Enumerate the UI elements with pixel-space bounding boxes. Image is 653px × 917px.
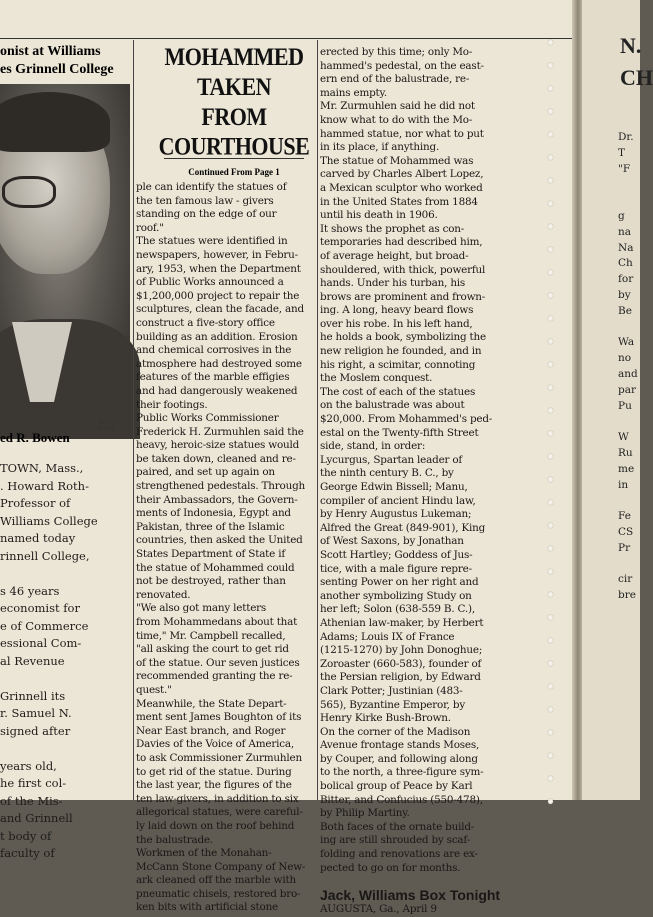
facing-line [618,177,648,193]
binding-hole [548,362,553,367]
left-column-line: Williams College [0,513,98,528]
facing-line: g [618,209,625,222]
binding-holes [548,0,556,800]
article-2-line: know what to do with the Mo- [320,113,473,126]
binding-hole [548,109,553,114]
left-column-line: he first col- [0,776,67,790]
article-2-line: mains empty. [320,86,387,99]
article-1-line: quest." [136,683,172,696]
binding-hole [548,201,553,206]
article-2-line: Alfred the Great (849-901), King [320,521,486,534]
article-1-line: ten law-givers, in addition to six [136,792,299,805]
facing-line: W [618,431,629,444]
facing-line: bre [618,589,636,602]
article-2-line: Zoroaster (660-583), founder of [320,657,482,670]
binding-hole [548,569,553,574]
photo-caption: ed R. Bowen [0,430,70,445]
binding-hole [548,132,553,137]
article-1-line: building as an addition. Erosion [136,330,298,343]
facing-line [618,557,648,573]
article-1-line: their Ambassadors, the Govern- [136,493,298,506]
article-2-line: Scott Hartley; Goddess of Jus- [320,548,473,561]
facing-page [582,0,653,800]
article-1-line: construct a five-story office [136,316,275,329]
article-1-line: ken bits with artificial stone [136,901,279,914]
article-1-line: Workmen of the Monahan- [136,847,272,860]
article-1-line: time," Mr. Campbell recalled, [136,629,286,642]
article-2-line: The cost of each of the statues [320,385,476,398]
article-2-line: a Mexican sculptor who worked [320,181,483,194]
article-2-line: ing. A long, heavy beard flows [320,304,474,317]
left-column-line: signed after [0,723,71,738]
binding-hole [548,753,553,758]
left-column-line: years old, [0,758,57,773]
binding-hole [548,730,553,735]
article-2-line: compiler of ancient Hindu law, [320,494,476,507]
article-1-line: from Mohammedans about that [136,616,298,628]
article-1-line: Meanwhile, the State Depart- [136,697,287,710]
binding-hole [548,477,553,482]
article-1-line: ments of Indonesia, Egypt and [136,507,291,520]
facing-line: par [618,383,637,396]
article-2-line: hands. Under his turban, his [320,277,466,290]
article-1-line: to get rid of the statue. During [136,765,292,778]
facing-headline-line-2: CH [620,65,653,90]
binding-hole [548,799,553,804]
article-1-line: sculptures, clean the facade, and [136,303,304,316]
column-rule [133,40,134,800]
article-1-line: paired, and set up again on [136,466,275,479]
article-2-line: over his robe. In his left hand, [320,317,473,330]
left-headline-line-2: es Grinnell College [0,62,114,77]
article-2-line: estal on the Twenty-fifth Street [320,426,479,439]
binding-hole [548,500,553,505]
article-2-line: of West Saxons, by Jonathan [320,535,464,548]
photo-glasses [2,176,56,208]
article-1-line: the last year, the figures of the [136,779,292,792]
article-headline [136,42,332,162]
article-2-line: senting Power on her right and [320,576,479,589]
article-1-line: their footings. [136,398,208,411]
facing-line: Fe [618,510,631,523]
facing-line: Dr. [618,131,634,143]
article-2-line: his right, a scimitar, connoting [320,358,476,371]
facing-line: T [618,146,626,159]
binding-hole [548,454,553,459]
article-2-line: 565), Byzantine Emperor, by [320,698,466,711]
binding-hole [548,523,553,528]
binding-hole [548,408,553,413]
article-2-line: in its place, if anything. [320,141,440,154]
article-1-line: "We also got many letters [136,602,267,615]
facing-line [618,320,648,336]
article-2-line: the Persian religion, by Edward [320,671,481,684]
article-2-line: another symbolizing Study on [320,589,472,602]
article-2-line: the ninth century B. C., by [320,467,454,480]
article-1-line: be taken down, cleaned and re- [136,452,296,465]
article-2-line: ern end of the balustrade, re- [320,73,470,86]
article-2-line: ing are still shrouded by scaf- [320,834,471,847]
left-column-line: al Revenue [0,653,65,668]
article-2-line: her left; Solon (638-559 B. C.), [320,603,475,616]
article-2-line: Athenian law-maker, by Herbert [320,616,484,629]
article-2-line: Avenue frontage stands Moses, [320,739,480,752]
article-2-line: the Moslem conquest. [320,372,433,385]
facing-line [618,193,648,209]
article-1-line: ary, 1953, when the Department [136,262,301,275]
left-column-line: faculty of [0,846,55,860]
headline-line-2: FROM COURTHOUSE [158,101,310,161]
article-2-line: Bitter, and Confucius (550-478), [320,793,483,806]
left-column-line: t body of [0,828,52,843]
binding-hole [548,247,553,252]
box-first-line: AUGUSTA, Ga., April 9 [320,903,437,916]
article-1-line: the ten famous law - givers [136,194,274,207]
article-1-line: allegorical statues, were careful- [136,806,303,819]
article-2-line: by Henry Augustus Lukeman; [320,508,472,521]
facing-line: me [618,462,635,475]
article-1-line: pneumatic chisels, restored bro- [136,887,301,900]
left-headline-line-1: onist at Williams [0,44,101,59]
article-1-line: $1,200,000 project to repair the [136,289,300,302]
left-column-line: rinnell College, [0,548,90,563]
binding-hole [548,270,553,275]
article-1-line: roof." [136,221,164,234]
article-2-line: side, stand, in order: [320,440,426,453]
binding-hole [548,316,553,321]
facing-line: Pr [618,541,631,554]
left-column-line: and Grinnell [0,811,73,825]
article-1-line: ly laid down on the roof behind [136,819,295,832]
facing-headline-line-1: N. [620,33,642,58]
article-2-line: pected to go on for months. [320,861,461,874]
facing-line: Ch [618,257,633,270]
article-2-line: carved by Charles Albert Lopez, [320,168,484,181]
left-column-line: essional Com- [0,636,82,650]
article-2-line: temporaries had described him, [320,236,483,249]
left-column-line: of the Mis- [0,793,63,808]
article-1-line: atmosphere had destroyed some [136,357,302,370]
article-2-line: George Edwin Bissell; Manu, [320,481,468,493]
article-1-line: features of the marble effigies [136,371,290,384]
article-1-line: to ask Commissioner Zurmuhlen [136,751,302,764]
article-1-line: ple can identify the statues of [136,181,287,193]
article-1-line: "all asking the court to get rid [136,643,289,656]
article-1-line: renovated. [136,588,191,601]
article-2-line: hammed statue, nor what to put [320,127,484,140]
left-column-line: Professor of [0,496,71,510]
article-1-line: strengthened pedestals. Through [136,480,306,493]
column-rule [317,40,318,800]
photo-credit: Harris & Ewing [98,420,121,432]
article-2-line: It shows the prophet as con- [320,222,465,235]
facing-line [618,493,648,509]
article-1-line: not be destroyed, rather than [136,575,286,588]
article-2-line: Mr. Zurmuhlen said he did not [320,100,475,113]
article-2-line: folding and renovations are ex- [320,848,478,861]
article-1-line: Frederick H. Zurmuhlen said the [136,425,304,438]
article-1-line: and chemical corrosives in the [136,344,292,357]
binding-hole [548,684,553,689]
facing-line: Na [618,241,634,254]
binding-hole [548,293,553,298]
article-1-line: countries, then asked the United [136,534,303,547]
article-2-line: by Philip Martiny. [320,807,410,820]
facing-line: na [618,225,632,238]
article-1-line: Davies of the Voice of America, [136,738,294,751]
article-1-line: heavy, heroic-size statues would [136,439,300,452]
portrait-photo [0,84,130,416]
left-column [0,0,132,860]
facing-line: CS [618,525,634,538]
article-1-line: McCann Stone Company of New- [136,860,306,873]
article-2-line: Adams; Louis IX of France [320,630,455,643]
article-1-line: States Department of State if [136,548,285,561]
article-2-line: new religion he founded, and in [320,345,482,358]
article-1-line: ark cleaned off the marble with [136,874,296,887]
left-column-line [0,740,132,758]
article-1-line: Pakistan, three of the Islamic [136,520,285,533]
binding-hole [548,661,553,666]
binding-hole [548,63,553,68]
binding-hole [548,385,553,390]
article-2-line: hammed's pedestal, on the east- [320,59,484,72]
continued-line: Continued From Page 1 [188,167,280,177]
article-2-line: until his death in 1906. [320,209,438,222]
binding-hole [548,224,553,229]
article-2-line: on the balustrade was about [320,399,465,412]
article-1-line: The statues were identified in [136,235,288,248]
article-1-line: the balustrade. [136,833,213,846]
article-2-line: to the north, a three-figure sym- [320,766,484,779]
left-column-line: . Howard Roth- [0,478,89,493]
facing-line: Pu [618,399,632,412]
article-2-line: by Couper, and following along [320,752,478,765]
article-1-line: standing on the edge of our [136,208,277,221]
photo-hair [0,92,110,152]
article-1-line: Near East branch, and Roger [136,724,286,737]
facing-line [618,414,648,430]
facing-line: for [618,273,634,286]
article-2-line: he holds a book, symbolizing the [320,331,486,344]
facing-text [618,130,648,604]
binding-hole [548,178,553,183]
binding-hole [548,707,553,712]
facing-line: Wa [618,336,635,349]
binding-hole [548,155,553,160]
binding-hole [548,638,553,643]
article-2-line: Henry Kirke Bush-Brown. [320,712,451,725]
article-2-line: brows are prominent and frown- [320,290,486,303]
article-2-line: of average height, but broad- [320,249,469,262]
left-column-line: economist for [0,601,80,615]
article-2-line: The statue of Mohammed was [320,154,474,167]
binding-hole [548,86,553,91]
article-2-line: shouldered, with thick, powerful [320,263,486,276]
article-1-line: newspapers, however, in Febru- [136,248,298,261]
left-column-line: s 46 years [0,583,60,598]
article-1-line: Public Works Commissioner [136,412,279,425]
headline-line-1: MOHAMMED TAKEN [164,42,304,101]
left-column-line [0,565,132,583]
facing-line: Ru [618,446,633,459]
binding-hole [548,40,553,45]
facing-line: Be [618,304,632,317]
article-2-line: erected by this time; only Mo- [320,46,473,58]
article-2-line: Clark Potter; Justinian (483- [320,684,463,697]
box-headline: Jack, Williams Box Tonight [320,887,501,904]
facing-line: "F [618,162,631,175]
article-column-2 [320,46,530,917]
article-2-line: in the United States from 1884 [320,195,478,208]
left-column-line [0,670,132,688]
article-1-line: the statue of Mohammed could [136,561,295,574]
binding-hole [548,546,553,551]
article-2-line: $20,000. From Mohammed's ped- [320,413,493,426]
facing-line: by [618,288,631,301]
article-2-line: Lycurgus, Spartan leader of [320,453,463,466]
facing-headline [620,30,653,94]
left-column-line: named today [0,531,76,545]
facing-line: cir [618,573,633,586]
article-2-line: Both faces of the ornate build- [320,820,475,833]
facing-line: and [618,367,638,380]
binding-hole [548,592,553,597]
left-column-line: Grinnell its [0,688,66,703]
binding-hole [548,339,553,344]
facing-line: no [618,352,632,365]
article-body-2 [320,46,530,875]
article-1-line: and had dangerously weakened [136,384,298,397]
binding-hole [548,431,553,436]
binding-hole [548,615,553,620]
article-2-line: On the corner of the Madison [320,725,471,738]
article-2-line: tice, with a male figure repre- [320,562,472,575]
article-2-line: (1215-1270) by John Donoghue; [320,644,483,657]
left-column-line: TOWN, Mass., [0,461,84,475]
article-1-line: recommended granting the re- [136,670,293,683]
facing-line: in [618,478,629,491]
binding-hole [548,776,553,781]
left-column-line: e of Commerce [0,618,89,633]
article-1-line: ment sent James Boughton of its [136,711,302,724]
article-1-line: of the statue. Our seven justices [136,656,300,669]
left-column-text [0,460,132,863]
article-body-1 [136,181,332,915]
article-column-1 [136,42,332,915]
article-1-line: of Public Works announced a [136,276,284,289]
article-2-line: bolical group of Peace by Karl [320,780,473,793]
left-column-line: r. Samuel N. [0,706,72,720]
